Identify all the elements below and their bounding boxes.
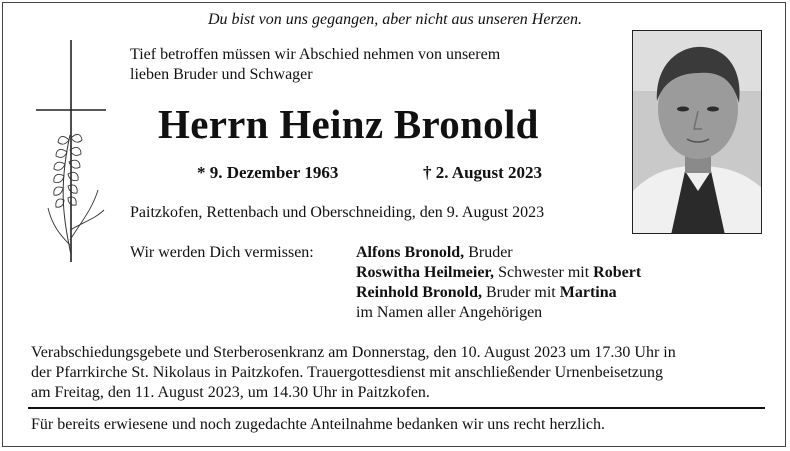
mourner-relation: Schwester mit (494, 264, 594, 281)
motto: Du bist von uns gegangen, aber nicht aus unseren Herzen. (207, 11, 583, 28)
mourner-name: Alfons Bronold, (356, 244, 465, 261)
divider (28, 407, 765, 409)
intro-line-1: Tief betroffen müssen wir Abschied nehmen von unserem (130, 46, 501, 63)
portrait-photo (632, 30, 762, 234)
mourner-partner: Martina (559, 284, 617, 301)
birth-date: * 9. Dezember 1963 (197, 163, 339, 182)
deceased-name: Herrn Heinz Bronold (158, 101, 539, 147)
place-date: Paitzkofen, Rettenbach und Oberschneiding, den 9. August 2023 (130, 204, 545, 221)
mourner-partner: Robert (593, 264, 642, 281)
service-line-1: Verabschiedungsgebete und Sterberosenkranz am Donnerstag, den 10. August 2023 um 17.30 Uhr in (31, 344, 676, 361)
mourner-row (356, 283, 617, 303)
mourner-name: Roswitha Heilmeier, (356, 264, 495, 281)
mourner-name: Reinhold Bronold, (356, 284, 482, 301)
service-line-3: am Freitag, den 11. August 2023, um 14.30 Uhr in Paitzkofen. (31, 384, 430, 401)
service-line-2: der Pfarrkirche St. Nikolaus in Paitzkofen. Trauergottesdienst mit anschließender Urnenbeisetzung (31, 364, 663, 381)
mourners-intro: Wir werden Dich vermissen: (130, 244, 314, 261)
mourner-relation: Bruder mit (481, 284, 560, 301)
cross-with-wheat-icon (34, 40, 114, 270)
mourner-relation: Bruder (464, 244, 513, 261)
mourner-row (356, 263, 641, 283)
mourner-row (356, 243, 513, 263)
thanks-text: Für bereits erwiesene und noch zugedachte Anteilnahme bedanken wir uns recht herzlich. (31, 416, 606, 433)
death-date: † 2. August 2023 (423, 163, 543, 182)
mourners-all: im Namen aller Angehörigen (356, 304, 543, 321)
intro-line-2: lieben Bruder und Schwager (130, 66, 313, 83)
